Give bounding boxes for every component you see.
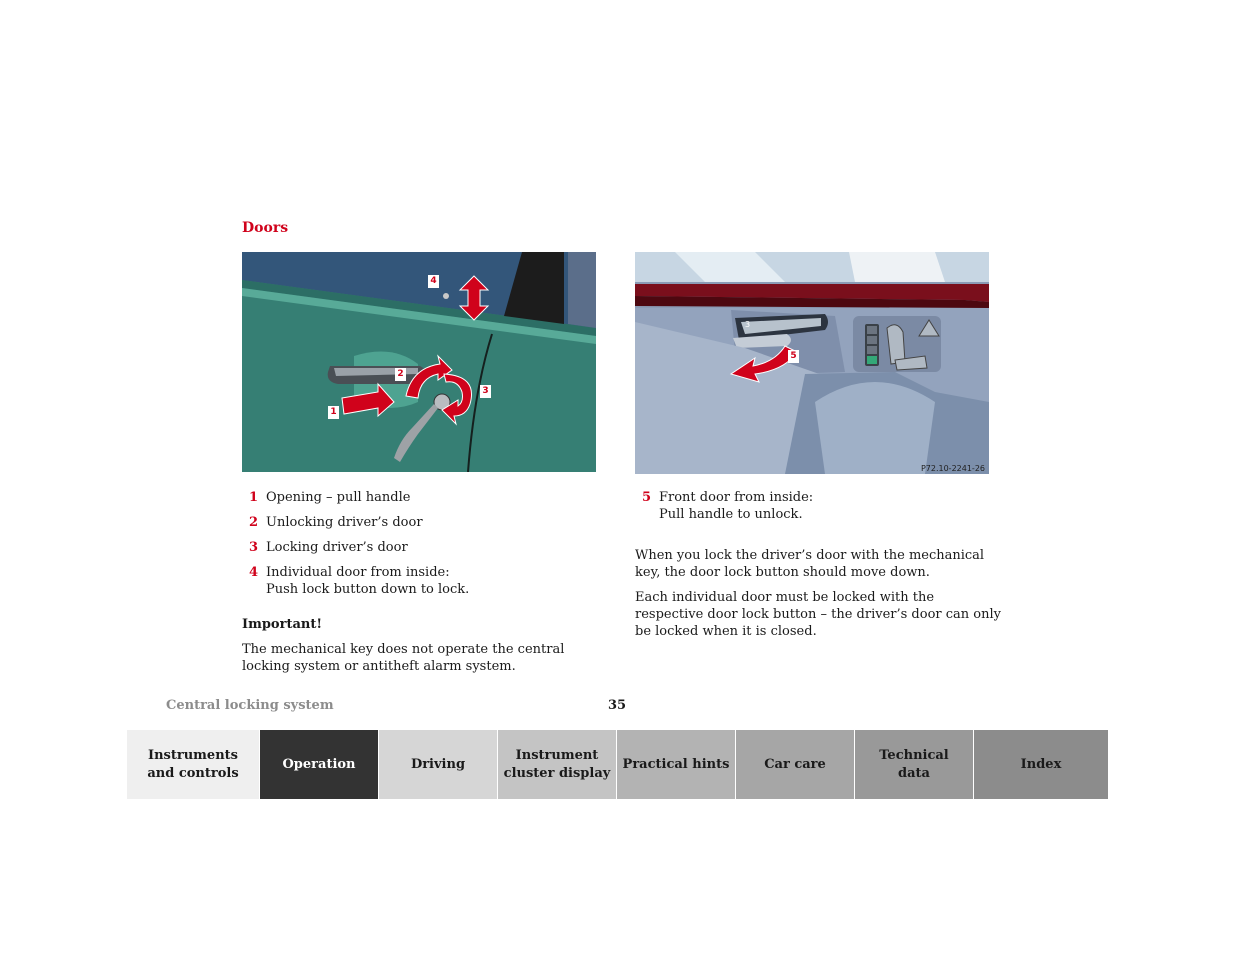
nav-tab-label-line: Driving <box>410 756 466 772</box>
nav-tab-label <box>623 756 730 774</box>
item-text-line: Front door from inside: <box>659 490 814 505</box>
chapter-nav-bar <box>127 730 1108 799</box>
nav-tab-label-line: cluster display <box>503 765 611 781</box>
right-text-column <box>635 489 1005 648</box>
callout-3: 3 <box>480 385 491 398</box>
nav-tab-label <box>1021 756 1062 774</box>
nav-tab-technical-data[interactable] <box>854 730 973 799</box>
nav-tab-label-line: Index <box>1020 756 1062 772</box>
item-number: 3 <box>249 540 259 555</box>
footer-section-title: Central locking system <box>166 698 334 713</box>
door-interior-illustration <box>635 252 989 474</box>
nav-tab-label-line: Operation <box>282 756 356 772</box>
nav-tab-label-line: data <box>898 765 930 781</box>
nav-tab-operation[interactable] <box>259 730 378 799</box>
nav-tab-instrument-cluster-display[interactable] <box>497 730 616 799</box>
nav-tab-label-line: Instrument <box>515 747 599 763</box>
seat-memory-button-3: 3 <box>745 320 751 329</box>
door-exterior-drawing <box>242 252 596 472</box>
nav-tab-car-care[interactable] <box>735 730 854 799</box>
nav-tab-label <box>411 756 465 774</box>
callout-5: 5 <box>788 350 799 363</box>
nav-tab-practical-hints[interactable] <box>616 730 735 799</box>
nav-tab-label <box>504 747 611 783</box>
nav-tab-driving[interactable] <box>378 730 497 799</box>
right-item-5 <box>635 489 1005 523</box>
nav-tab-label-line: Technical <box>879 747 949 763</box>
door-handle-illustration <box>242 252 596 472</box>
nav-tab-label-line: Car care <box>764 756 826 772</box>
item-number: 5 <box>642 490 652 505</box>
item-number: 4 <box>249 565 259 580</box>
callout-2: 2 <box>395 368 406 381</box>
important-text: The mechanical key does not operate the central locking system or antitheft alarm system. <box>242 642 565 674</box>
left-item-list <box>242 489 612 598</box>
page-number: 35 <box>607 698 627 713</box>
nav-tab-label <box>764 756 826 774</box>
nav-tab-label-line: and controls <box>147 765 239 781</box>
important-heading: Important! <box>242 617 323 632</box>
callout-1: 1 <box>328 406 339 419</box>
nav-tab-label-line: Instruments <box>148 747 238 763</box>
nav-tab-label <box>879 747 949 783</box>
item-number: 2 <box>249 515 259 530</box>
callout-4: 4 <box>428 275 439 288</box>
left-item-1 <box>242 489 612 506</box>
door-interior-drawing <box>635 252 989 474</box>
lock-key-paragraph: When you lock the driver’s door with the mechanical key, the door lock button should move down. <box>635 548 985 580</box>
item-text-line: Individual door from inside: <box>266 565 450 580</box>
item-text-line: Push lock button down to lock. <box>266 582 470 597</box>
right-item-list <box>635 489 1005 523</box>
individual-door-paragraph: Each individual door must be locked with the respective door lock button – the driver’s door can only be locked when it is closed. <box>635 590 1001 639</box>
item-number: 1 <box>249 490 259 505</box>
left-item-4 <box>242 564 612 598</box>
nav-tab-label-line: Practical hints <box>622 756 730 772</box>
nav-tab-label <box>282 756 355 774</box>
item-text-line: Locking driver’s door <box>266 540 408 555</box>
item-text-line: Opening – pull handle <box>266 490 411 505</box>
left-item-3 <box>242 539 612 556</box>
item-text-line: Unlocking driver’s door <box>266 515 423 530</box>
left-item-2 <box>242 514 612 531</box>
item-text-line: Pull handle to unlock. <box>659 507 803 522</box>
left-text-column <box>242 489 612 683</box>
figure-code: P72.10-2241-26 <box>920 464 985 473</box>
section-title: Doors <box>242 220 289 236</box>
nav-tab-index[interactable] <box>973 730 1108 799</box>
nav-tab-instruments-and-controls[interactable] <box>127 730 259 799</box>
nav-tab-label <box>147 747 238 783</box>
